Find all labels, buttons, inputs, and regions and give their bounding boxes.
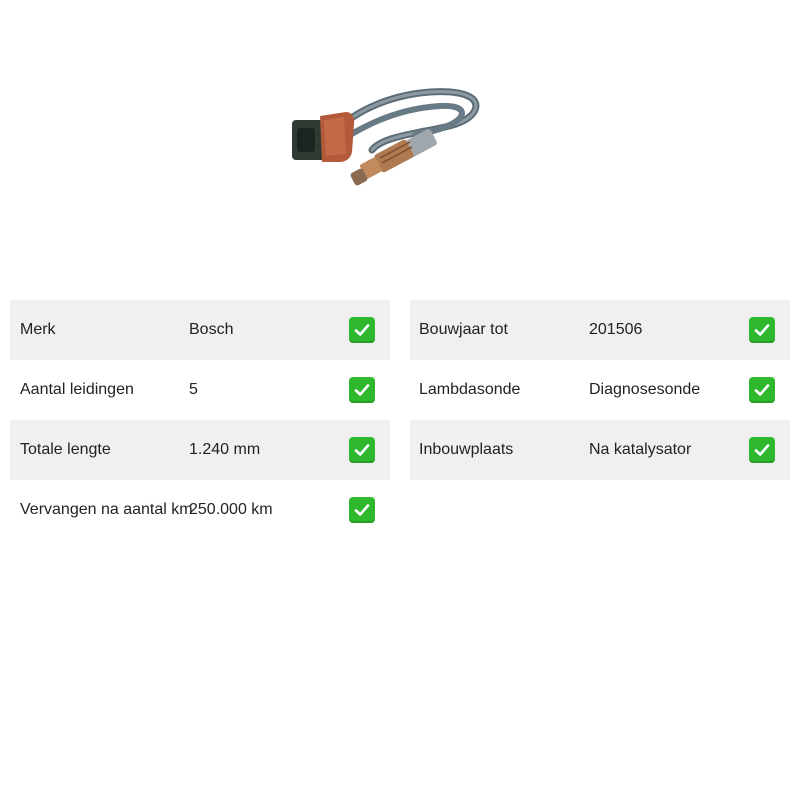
spec-value: 201506 (589, 321, 643, 338)
spec-row-merk (10, 300, 390, 360)
spec-value: Bosch (189, 321, 234, 338)
spec-row-vervangen-na-km (10, 480, 390, 540)
checkmark-icon (349, 317, 375, 343)
spec-row-bouwjaar-tot (410, 300, 790, 360)
spec-value: Na katalysator (589, 441, 692, 458)
spec-table-left (10, 300, 390, 540)
spec-table-right (410, 300, 790, 480)
checkmark-icon (349, 497, 375, 523)
spec-value: 250.000 km (189, 501, 273, 518)
spec-row-totale-lengte (10, 420, 390, 480)
spec-row-aantal-leidingen (10, 360, 390, 420)
spec-value: Diagnosesonde (589, 381, 701, 398)
spec-label: Merk (20, 321, 56, 338)
spec-label: Totale lengte (20, 441, 111, 458)
spec-value: 1.240 mm (189, 441, 261, 458)
spec-label: Inbouwplaats (419, 441, 514, 458)
spec-row-inbouwplaats (410, 420, 790, 480)
spec-row-lambdasonde (410, 360, 790, 420)
checkmark-icon (749, 437, 775, 463)
spec-label: Aantal leidingen (20, 381, 134, 398)
checkmark-icon (749, 377, 775, 403)
checkmark-icon (749, 317, 775, 343)
spec-label: Bouwjaar tot (419, 321, 508, 338)
checkmark-icon (349, 377, 375, 403)
lambda-sensor-image (280, 80, 490, 205)
spec-value: 5 (189, 381, 198, 398)
spec-label: Lambdasonde (419, 381, 521, 398)
checkmark-icon (349, 437, 375, 463)
spec-label: Vervangen na aantal km (20, 501, 193, 518)
